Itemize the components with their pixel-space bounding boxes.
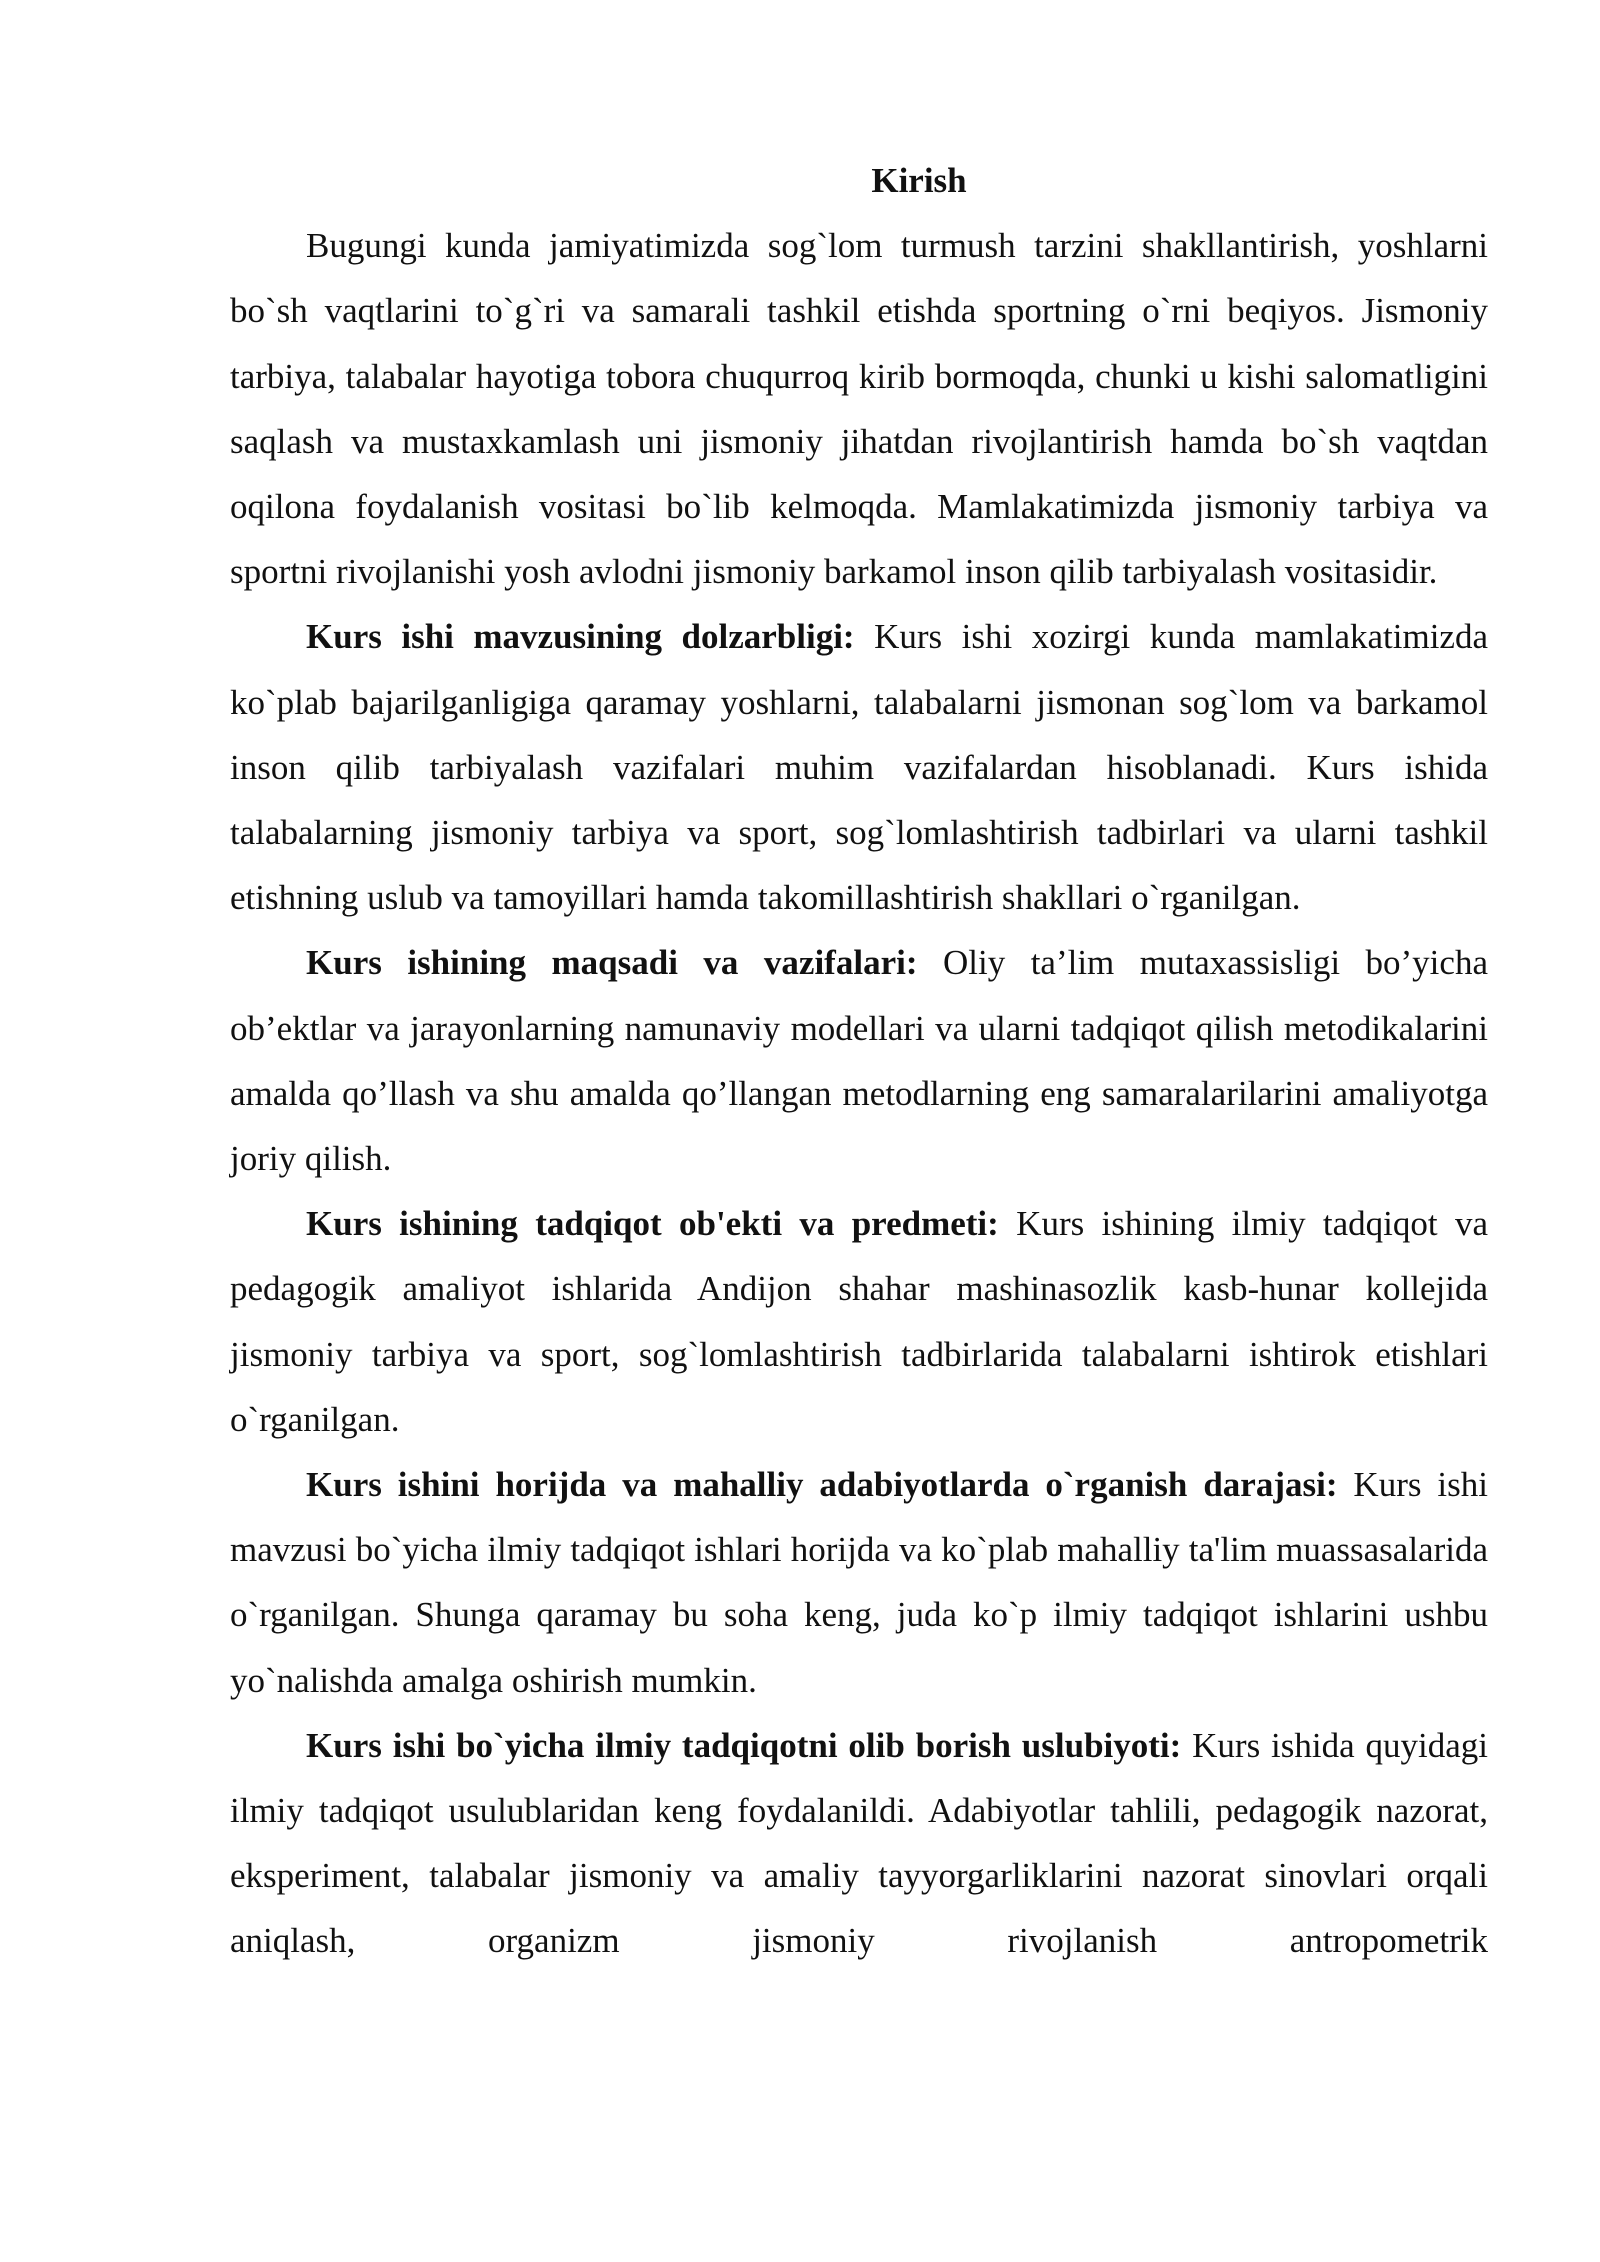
paragraph-methodology [230,1713,1488,1974]
paragraph-heading: Kurs ishini horijda va mahalliy adabiyotlarda o`rganish darajasi: [306,1465,1338,1505]
paragraph-text: Kurs ishi mavzusi bo`yicha ilmiy tadqiqot ishlari horijda va ko`plab mahalliy ta'lim muassasalarida o`rganilgan. Shunga qaramay bu soha keng, juda ko`p ilmiy tadqiqot ishlarini ushbu yo`nalishda amalga oshirish mumkin. [230,1465,1488,1700]
paragraph-text: Kurs ishining ilmiy tadqiqot va pedagogik amaliyot ishlarida Andijon shahar mashinasozlik kasb-hunar kollejida jismoniy tarbiya va sport, sog`lomlashtirish tadbirlarida talabalarni ishtirok etishlari o`rganilgan. [230,1204,1488,1439]
paragraph-heading: Kurs ishi bo`yicha ilmiy tadqiqotni olib borish uslubiyoti: [306,1725,1182,1765]
paragraph-heading: Kurs ishi mavzusining dolzarbligi: [306,617,855,657]
paragraph-object [230,1191,1488,1452]
paragraph-intro [230,213,1488,604]
paragraph-text: Kurs ishi xozirgi kunda mamlakatimizda ko`plab bajarilganligiga qaramay yoshlarni, talabalarni jismonan sog`lom va barkamol inson qilib tarbiyalash vazifalari muhim vazifalardan hisoblanadi. Kurs ishida talabalarning jismoniy tarbiya va sport, sog`lomlashtirish tadbirlari va ularni tashkil etishning uslub va tamoyillari hamda takomillashtirish shakllari o`rganilgan. [230,617,1488,918]
paragraph-goals [230,930,1488,1191]
paragraph-relevance [230,604,1488,930]
document-title: Kirish [871,161,967,200]
paragraph-text: Kurs ishida quyidagi ilmiy tadqiqot usulublaridan keng foydalanildi. Adabiyotlar tahlili, pedagogik nazorat, eksperiment, talabalar jismoniy va amaliy tayyorgarliklarini nazorat sinovlari orqali aniqlash, organizm jismoniy rivojlanish antropometrik [230,1725,1488,1961]
paragraph-heading: Kurs ishining maqsadi va vazifalari: [306,943,918,983]
paragraph-text: Bugungi kunda jamiyatimizda sog`lom turmush tarzini shakllantirish, yoshlarni bo`sh vaqtlarini to`g`ri va samarali tashkil etishda sportning o`rni beqiyos. Jismoniy tarbiya, talabalar hayotiga tobora chuqurroq kirib bormoqda, chunki u kishi salomatligini saqlash va mustaxkamlash uni jismoniy jihatdan rivojlantirish hamda bo`sh vaqtdan oqilona foydalanish vositasi bo`lib kelmoqda. Mamlakatimizda jismoniy tarbiya va sportni rivojlanishi yosh avlodni jismoniy barkamol inson qilib tarbiyalash vositasidir. [230,226,1488,592]
paragraph-literature [230,1452,1488,1713]
document-body [230,148,1488,1974]
paragraph-text: Oliy ta’lim mutaxassisligi bo’yicha ob’ektlar va jarayonlarning namunaviy modellari va ularni tadqiqot qilish metodikalarini amalda qo’llash va shu amalda qo’llangan metodlarning eng samaralarilarini amaliyotga joriy qilish. [230,943,1488,1179]
paragraph-heading: Kurs ishining tadqiqot ob'ekti va predmeti: [306,1204,999,1244]
